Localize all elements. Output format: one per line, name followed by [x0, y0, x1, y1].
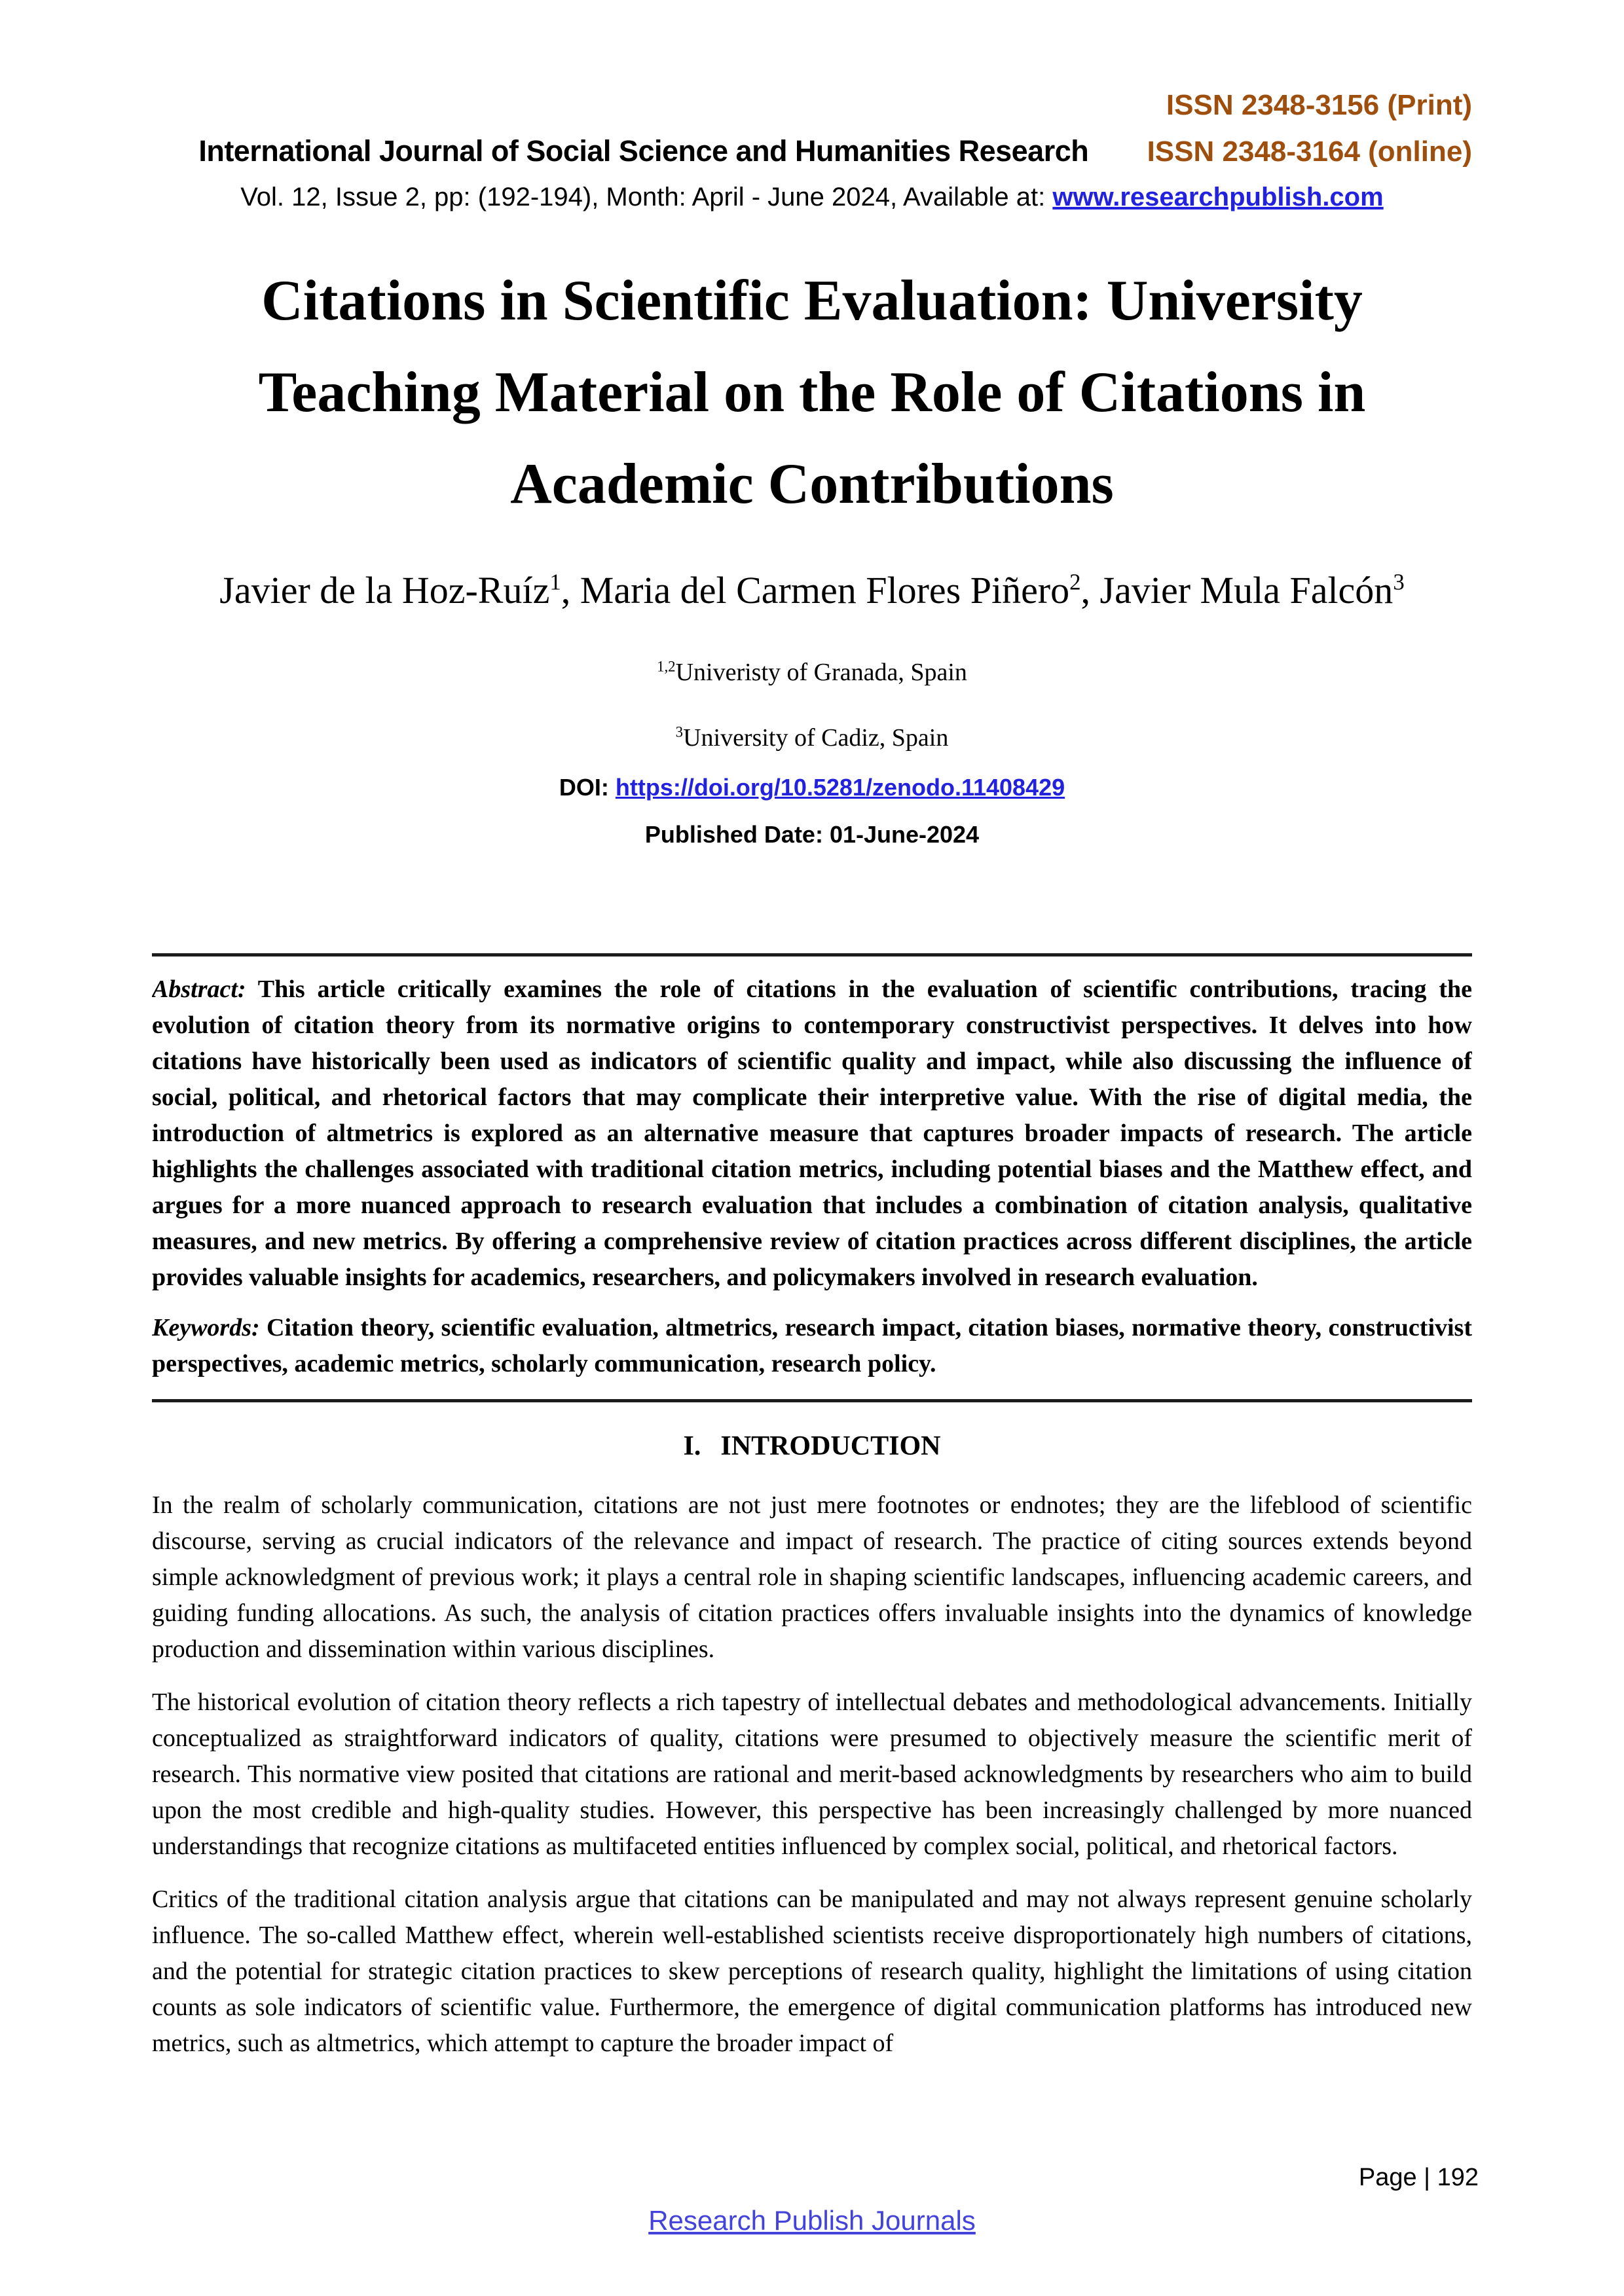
- section-heading: [152, 1426, 1472, 1467]
- author-name: Javier Mula Falcón: [1099, 569, 1393, 611]
- intro-paragraph-1: In the realm of scholarly communication, citations are not just mere footnotes or endnotes; they are the lifeblood of scientific discourse, serving as crucial indicators of the relevance and impact of research. The practice of citing sources extends beyond simple acknowledgment of previous work; it plays a central role in shaping scientific landscapes, influencing academic careers, and guiding funding allocations. As such, the analysis of citation practices offers invaluable insights into the dynamics of knowledge production and dissemination within various disciplines.: [152, 1491, 1472, 1663]
- title-line-2: Teaching Material on the Role of Citations in: [258, 361, 1366, 424]
- keywords-text: Citation theory, scientific evaluation, altmetrics, research impact, citation biases, normative theory, constructivist perspectives, academic metrics, scholarly communication, research policy.: [152, 1314, 1472, 1377]
- abstract-text: This article critically examines the role of citations in the evaluation of scientific contributions, tracing the evolution of citation theory from its normative origins to contemporary constructivist perspectives. It delves into how citations have historically been used as indicators of scientific quality and impact, while also discussing the influence of social, political, and rhetorical factors that may complicate their interpretive value. With the rise of digital media, the introduction of altmetrics is explored as an alternative measure that captures broader impacts of research. The article highlights the challenges associated with traditional citation metrics, including potential biases and the Matthew effect, and argues for a more nuanced approach to research evaluation that includes a combination of citation analysis, qualitative measures, and new metrics. By offering a comprehensive review of citation practices across different disciplines, the article provides valuable insights for academics, researchers, and policymakers involved in research evaluation.: [152, 975, 1472, 1291]
- affiliation-text: University of Cadiz, Spain: [683, 724, 949, 752]
- affiliation-line: [152, 656, 1472, 689]
- intro-paragraph-2: The historical evolution of citation theory reflects a rich tapestry of intellectual debates and methodological advancements. Initially conceptualized as straightforward indicators of quality, citations were presumed to objectively measure the scientific merit of research. This normative view posited that citations are rational and merit-based acknowledgments by researchers who aim to build upon the most credible and high-quality studies. However, this perspective has been increasingly challenged by more nuanced understandings that recognize citations as multifaceted entities influenced by complex social, political, and rhetorical factors.: [152, 1688, 1472, 1860]
- author-superscript: 1: [549, 569, 561, 595]
- divider-bottom: [152, 1399, 1472, 1402]
- intro-paragraph-3: Critics of the traditional citation analysis argue that citations can be manipulated and may not always represent genuine scholarly influence. The so-called Matthew effect, wherein well-established scientists receive disproportionately high numbers of citations, and the potential for strategic citation practices to skew perceptions of research quality, highlight the limitations of using citation counts as sole indicators of scientific value. Furthermore, the emergence of digital communication platforms has introduced new metrics, such as altmetrics, which attempt to capture the broader impact of: [152, 1886, 1472, 2057]
- abstract-paragraph: [152, 972, 1472, 1296]
- section-number: I.: [683, 1431, 701, 1461]
- author-separator: ,: [1080, 569, 1100, 611]
- issn-print-label: ISSN 2348-3156 (Print): [1166, 89, 1472, 121]
- affiliation-superscript: 3: [675, 723, 684, 740]
- journal-name: International Journal of Social Science and Humanities Research: [198, 134, 1089, 168]
- author-name: Javier de la Hoz-Ruíz: [219, 569, 550, 611]
- author-superscript: 2: [1069, 569, 1081, 595]
- title-line-1: Citations in Scientific Evaluation: University: [261, 269, 1363, 333]
- divider-top: [152, 953, 1472, 957]
- footer-journal-link[interactable]: Research Publish Journals: [648, 2205, 976, 2236]
- title-line-3: Academic Contributions: [510, 452, 1114, 516]
- keywords-label: Keywords:: [152, 1314, 260, 1341]
- page-header: [152, 88, 1472, 213]
- article-title: [152, 255, 1472, 530]
- journal-title-line: [152, 132, 1472, 170]
- page-content: [152, 0, 1472, 2154]
- issn-online-label: ISSN 2348-3164 (online): [1147, 136, 1472, 168]
- published-date: Published Date: 01-June-2024: [644, 821, 980, 848]
- abstract-label: Abstract:: [152, 975, 246, 1003]
- author-name: Maria del Carmen Flores Piñero: [580, 569, 1070, 611]
- section-title: INTRODUCTION: [720, 1431, 941, 1461]
- author-superscript: 3: [1393, 569, 1405, 595]
- doi-label: DOI:: [559, 774, 616, 801]
- page-number: Page | 192: [1358, 2164, 1479, 2191]
- author-separator: ,: [561, 569, 580, 611]
- affiliation-line: [152, 721, 1472, 754]
- doi-line: [152, 771, 1472, 804]
- volume-info-text: Vol. 12, Issue 2, pp: (192-194), Month: April - June 2024, Available at:: [240, 183, 1053, 211]
- authors-line: [152, 567, 1472, 614]
- keywords-paragraph: [152, 1310, 1472, 1382]
- affiliation-superscript: 1,2: [657, 658, 676, 675]
- affiliation-text: Univeristy of Granada, Spain: [675, 659, 967, 686]
- journal-website-link[interactable]: www.researchpublish.com: [1052, 183, 1384, 211]
- doi-link[interactable]: https://doi.org/10.5281/zenodo.11408429: [615, 774, 1065, 801]
- volume-line: [152, 181, 1472, 213]
